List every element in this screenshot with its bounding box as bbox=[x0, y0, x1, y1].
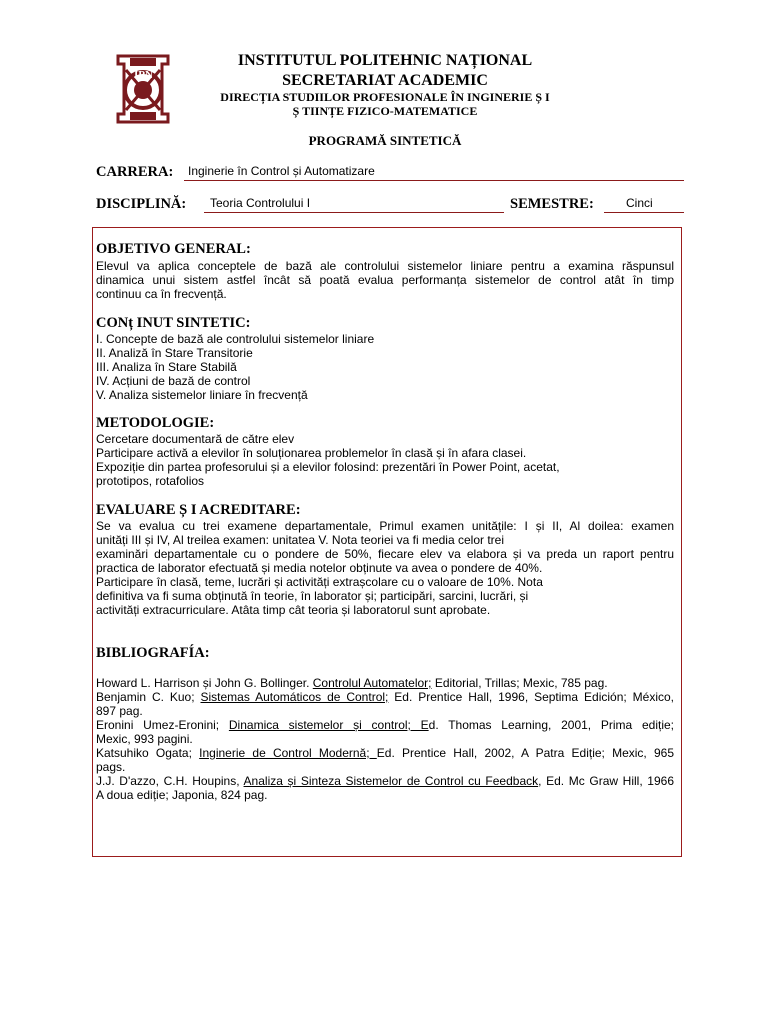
bibliografia-title: BIBLIOGRAFÍA: bbox=[96, 645, 210, 661]
objetivo-line-1: Elevul va aplica conceptele de bază ale controlului sistemelor liniare pentru a examina răspunsul bbox=[96, 259, 674, 273]
metodologie-line-2: Participare activă a elevilor în soluționarea problemelor în clasă și în afara clasei. bbox=[96, 446, 527, 460]
disciplina-value: Teoria Controlului I bbox=[210, 196, 311, 210]
disciplina-label: DISCIPLINĂ: bbox=[96, 196, 187, 212]
evaluare-title: EVALUARE Ș I ACREDITARE: bbox=[96, 502, 301, 518]
bib-entry-5-authors: J.J. D'azzo, C.H. Houpins, bbox=[96, 774, 244, 788]
bib-entry-2-authors: Benjamin C. Kuo; bbox=[96, 690, 201, 704]
bib-entry-1-authors: Howard L. Harrison și John G. Bollinger. bbox=[96, 676, 313, 690]
continut-item-1: I. Concepte de bază ale controlului sistemelor liniare bbox=[96, 332, 375, 346]
evaluare-line-5: Participare în clasă, teme, lucrări și activități extrașcolare cu o valoare de 10%. Nota bbox=[96, 575, 543, 589]
bib-entry-2-book: Sistemas Automáticos de Control; bbox=[200, 690, 389, 704]
continut-item-4: IV. Acțiuni de bază de control bbox=[96, 374, 251, 388]
continut-item-5: V. Analiza sistemelor liniare în frecvență bbox=[96, 388, 308, 402]
semestre-value: Cinci bbox=[626, 196, 653, 210]
continut-item-2: II. Analiză în Stare Transitorie bbox=[96, 346, 253, 360]
logo-letters: IPN bbox=[134, 69, 153, 81]
carrera-underline bbox=[184, 180, 684, 181]
carrera-label: CARRERA: bbox=[96, 164, 174, 180]
evaluare-line-4: practica de laborator efectuată și media notelor obținute va avea o pondere de 40%. bbox=[96, 561, 543, 575]
evaluare-line-6: definitiva va fi suma obținută în teorie, în laborator și; participări, sarcini, lucrări, și bbox=[96, 589, 529, 603]
bib-entry-3 bbox=[96, 718, 674, 732]
evaluare-line-1: Se va evalua cu trei examene departamentale, Primul examen unitățile: I și II, Al doilea: examen bbox=[96, 519, 674, 533]
bib-entry-3-book: Dinamica sistemelor și control; E bbox=[228, 718, 429, 732]
metodologie-line-1: Cercetare documentară de către elev bbox=[96, 432, 295, 446]
bib-entry-2-details: Ed. Prentice Hall, 1996, Septima Edición; México, bbox=[388, 690, 674, 704]
bib-entry-4-book: Inginerie de Control Modernă; bbox=[199, 746, 377, 760]
semestre-label: SEMESTRE: bbox=[510, 196, 594, 212]
semestre-underline bbox=[604, 212, 684, 213]
bib-entry-5-details: , Ed. Mc Graw Hill, 1966 bbox=[538, 774, 674, 788]
disciplina-underline bbox=[204, 212, 504, 213]
bib-entry-4-details: Ed. Prentice Hall, 2002, A Patra Ediție; Mexic, 965 bbox=[376, 746, 674, 760]
bib-entry-3-details: d. Thomas Learning, 2001, Prima ediție; bbox=[428, 718, 674, 732]
bib-entry-4-cont: pags. bbox=[96, 760, 126, 774]
bib-entry-3-authors: Eronini Umez-Eronini; bbox=[96, 718, 229, 732]
bib-entry-1-details: Editorial, Trillas; Mexic, 785 pag. bbox=[431, 676, 608, 690]
objetivo-line-2: dinamica unui sistem astfel încât să poată evalua performanța sistemelor de control atât în timp bbox=[96, 273, 674, 287]
objetivo-line-3: continuu ca în frecvență. bbox=[96, 287, 227, 301]
evaluare-line-7: activități extracurriculare. Atâta timp cât teoria și laboratorul sunt aprobate. bbox=[96, 603, 491, 617]
bib-entry-5-book: Analiza și Sinteza Sistemelor de Control cu Feedback bbox=[243, 774, 539, 788]
bib-entry-1 bbox=[96, 676, 674, 690]
direction-line-1: DIRECȚIA STUDIILOR PROFESIONALE ÎN INGINERIE Ș I bbox=[220, 90, 550, 104]
continut-item-3: III. Analiza în Stare Stabilă bbox=[96, 360, 237, 374]
program-title: PROGRAMĂ SINTETICĂ bbox=[308, 133, 462, 148]
bib-entry-2-cont: 897 pag. bbox=[96, 704, 143, 718]
secretariat-title: SECRETARIAT ACADEMIC bbox=[282, 72, 488, 89]
continut-title: CONț INUT SINTETIC: bbox=[96, 315, 251, 331]
metodologie-title: METODOLOGIE: bbox=[96, 415, 215, 431]
bib-entry-1-book: Controlul Automatelor; bbox=[312, 676, 432, 690]
evaluare-line-3: examinări departamentale cu o pondere de 50%, fiecare elev va elabora și va preda un raport pentru bbox=[96, 547, 674, 561]
metodologie-line-3: Expoziție din partea profesorului și a elevilor folosind: prezentări în Power Point, acetat, bbox=[96, 460, 560, 474]
bib-entry-5-cont: A doua ediție; Japonia, 824 pag. bbox=[96, 788, 268, 802]
bib-entry-3-cont: Mexic, 993 pagini. bbox=[96, 732, 193, 746]
direction-line-2: Ș TIINȚE FIZICO-MATEMATICE bbox=[292, 104, 478, 118]
bib-entry-4-authors: Katsuhiko Ogata; bbox=[96, 746, 200, 760]
evaluare-line-2: unități III și IV, Al treilea examen: unitatea V. Nota teoriei va fi media celor trei bbox=[96, 533, 504, 547]
bib-entry-5 bbox=[96, 774, 674, 788]
ipn-logo-icon bbox=[112, 50, 174, 128]
objetivo-title: OBJETIVO GENERAL: bbox=[96, 241, 251, 257]
bib-entry-2 bbox=[96, 690, 674, 704]
carrera-value: Inginerie în Control și Automatizare bbox=[188, 164, 375, 178]
bib-entry-4 bbox=[96, 746, 674, 760]
metodologie-line-4: prototipos, rotafolios bbox=[96, 474, 205, 488]
institution-title: INSTITUTUL POLITEHNIC NAȚIONAL bbox=[237, 52, 533, 69]
